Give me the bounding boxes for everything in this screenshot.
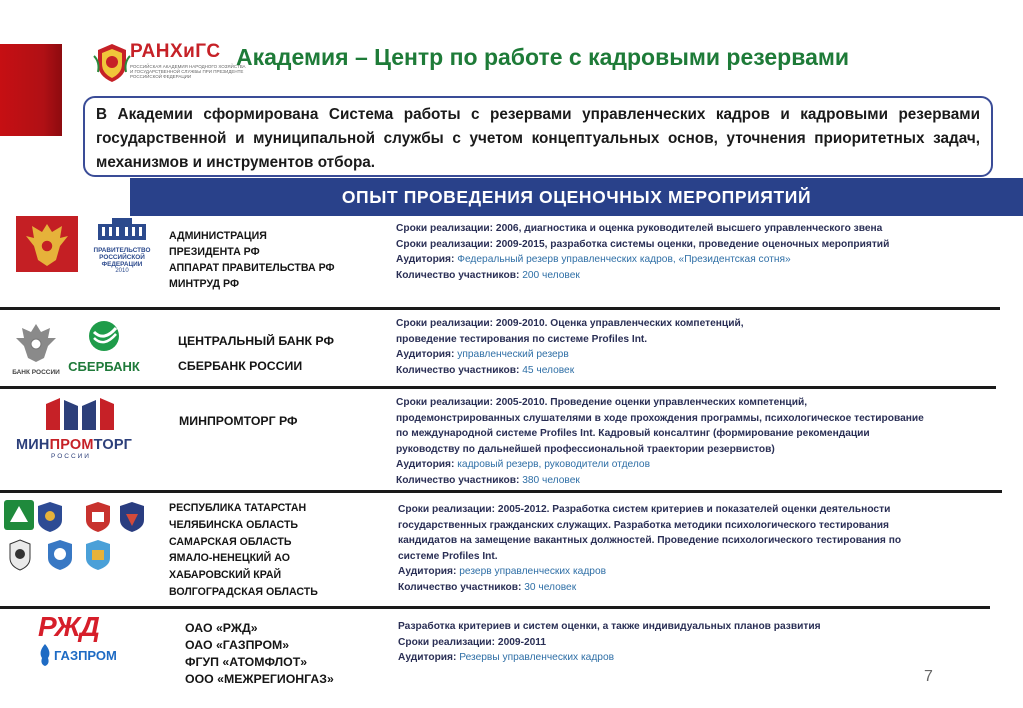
region-emblems	[4, 498, 160, 574]
org-item: ЧЕЛЯБИНСКА ОБЛАСТЬ	[169, 518, 299, 531]
detail-line: Аудитория: резерв управленческих кадров	[398, 566, 607, 577]
org-item: ПРЕЗИДЕНТА РФ	[169, 246, 260, 258]
detail-line: руководству по дальнейшей профессиональной траектории резервистов)	[396, 443, 775, 455]
rzd-logo-text: РЖД	[38, 611, 99, 642]
org-item: СБЕРБАНК РОССИИ	[178, 359, 303, 373]
row-separator	[0, 386, 996, 389]
detail-line: Сроки реализации: 2009-2010. Оценка управленческих компетенций,	[396, 318, 744, 329]
org-item: ОАО «РЖД»	[185, 621, 258, 635]
red-accent-bar	[0, 44, 62, 136]
detail-line: Количество участников: 200 человек	[396, 269, 580, 281]
page-title: Академия – Центр по работе с кадровыми резервами	[236, 44, 850, 70]
detail-line: проведение тестирования по системе Profiles Int.	[396, 333, 648, 345]
row3-orgs	[179, 413, 298, 429]
org-item: АДМИНИСТРАЦИЯ	[169, 230, 267, 242]
row1-details	[396, 221, 889, 283]
org-item: ХАБАРОВСКИЙ КРАЙ	[169, 569, 282, 582]
row4-orgs	[169, 500, 318, 601]
bank-of-russia-logo	[10, 320, 62, 376]
russia-coat-of-arms-logo	[16, 216, 78, 272]
org-item: ЦЕНТРАЛЬНЫЙ БАНК РФ	[178, 334, 334, 348]
row3-details	[396, 395, 924, 488]
detail-line: Сроки реализации: 2009-2011	[398, 636, 547, 648]
detail-line: Сроки реализации: 2006, диагностика и оценка руководителей высшего управленческого звена	[396, 223, 883, 234]
ranepa-emblem-icon	[92, 42, 132, 84]
row-separator	[0, 490, 1002, 493]
detail-line: системе Profiles Int.	[398, 550, 498, 562]
ranepa-subtitle: РОССИЙСКАЯ АКАДЕМИЯ НАРОДНОГО ХОЗЯЙСТВА И ГОСУДАРСТВЕННОЙ СЛУЖБЫ ПРИ ПРЕЗИДЕНТЕ РОССИЙСКОЙ ФЕДЕРАЦИИ	[130, 64, 246, 80]
rzd-gazprom-logos	[38, 610, 130, 682]
org-item: ОАО «ГАЗПРОМ»	[185, 638, 290, 652]
detail-line: Сроки реализации: 2005-2010. Проведение оценки управленческих компетенций,	[396, 397, 808, 408]
detail-line: Аудитория: Резервы управленческих кадров	[398, 652, 615, 663]
row4-details	[398, 502, 901, 595]
org-item: РЕСПУБЛИКА ТАТАРСТАН	[169, 502, 307, 514]
detail-line: Аудитория: управленческий резерв	[396, 349, 569, 360]
detail-line: Количество участников: 45 человек	[396, 364, 575, 376]
sberbank-icon	[64, 318, 144, 354]
government-logo-text: ПРАВИТЕЛЬСТВО РОССИЙСКОЙ ФЕДЕРАЦИИ	[93, 247, 151, 268]
ranepa-name: РАНХиГС	[130, 41, 221, 62]
government-logo-year: 2010	[115, 268, 129, 274]
intro-box: В Академии сформирована Система работы с резервами управленческих кадров и кадровыми резервами государственной и муниципальной службы с учетом концептуальных основ, уточнения приоритетных задач, механизмов и инструментов отбора.	[83, 96, 993, 177]
bank-of-russia-text: БАНК РОССИИ	[12, 369, 60, 376]
minpromtorg-sub: РОССИИ	[51, 453, 91, 460]
org-item: АППАРАТ ПРАВИТЕЛЬСТВА РФ	[169, 262, 335, 274]
detail-line: Аудитория: Федеральный резерв управленческих кадров, «Президентская сотня»	[396, 254, 791, 265]
row-separator	[0, 606, 990, 609]
gazprom-flame-icon	[38, 644, 52, 666]
row2-orgs	[178, 329, 334, 379]
gazprom-logo-text: ГАЗПРОМ	[54, 647, 117, 663]
double-headed-eagle-icon	[16, 216, 78, 272]
region-coat-of-arms-icons	[4, 498, 160, 574]
row5-orgs	[185, 620, 334, 688]
government-logo	[92, 214, 152, 274]
section-banner: ОПЫТ ПРОВЕДЕНИЯ ОЦЕНОЧНЫХ МЕРОПРИЯТИЙ	[130, 178, 1023, 216]
sberbank-logo	[64, 318, 144, 376]
minpromtorg-name: МИНПРОМТОРГ	[16, 437, 133, 453]
detail-line: Сроки реализации: 2005-2012. Разработка систем критериев и показателей оценки деятельности	[398, 504, 891, 515]
row2-details	[396, 316, 744, 378]
row1-orgs	[169, 228, 335, 292]
detail-line: Разработка критериев и систем оценки, а также индивидуальных планов развития	[398, 621, 821, 632]
org-item: ЯМАЛО-НЕНЕЦКИЙ АО	[169, 552, 290, 565]
ranepa-logo	[92, 42, 247, 86]
row5-details	[398, 619, 821, 666]
org-item: САМАРСКАЯ ОБЛАСТЬ	[169, 535, 292, 548]
detail-line: продемонстрированных слушателями в ходе прохождения программы, психологическое тестирование	[396, 412, 924, 424]
org-item: ВОЛГОГРАДСКАЯ ОБЛАСТЬ	[169, 585, 318, 598]
bank-eagle-icon	[10, 320, 62, 364]
detail-line: по международной системе Profiles Int. Кадровый консалтинг (формирование рекомендации	[396, 428, 870, 439]
sberbank-text: СБЕРБАНК	[68, 359, 140, 374]
white-house-icon	[92, 214, 152, 242]
minpromtorg-logo	[16, 396, 146, 460]
detail-line: Сроки реализации: 2009-2015, разработка системы оценки, проведение оценочных мероприятий	[396, 238, 890, 250]
row-separator	[0, 307, 1000, 310]
detail-line: государственных гражданских служащих. Разработка методики психологического тестирования	[398, 519, 889, 531]
minpromtorg-icon	[16, 396, 146, 432]
org-item: ФГУП «АТОМФЛОТ»	[185, 655, 308, 669]
detail-line: Количество участников: 380 человек	[396, 474, 580, 486]
org-item: МИНТРУД РФ	[169, 278, 239, 290]
gazprom-logo	[38, 644, 130, 666]
detail-line: Количество участников: 30 человек	[398, 581, 577, 593]
org-item: МИНПРОМТОРГ РФ	[179, 414, 298, 428]
detail-line: кандидатов на замещение вакантных должностей. Проведение психологического тестирования по	[398, 535, 902, 546]
org-item: ООО «МЕЖРЕГИОНГАЗ»	[185, 672, 334, 686]
page-number: 7	[924, 668, 933, 685]
detail-line: Аудитория: кадровый резерв, руководители отделов	[396, 459, 650, 470]
